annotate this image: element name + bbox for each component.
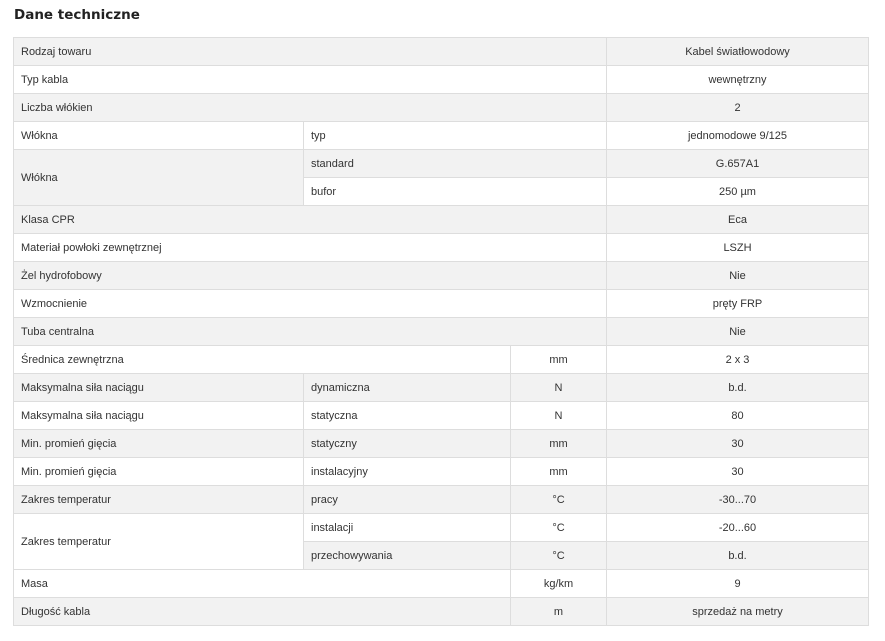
- row-unit: N: [511, 374, 607, 402]
- row-label: Długość kabla: [14, 598, 511, 626]
- row-param: typ: [304, 122, 607, 150]
- row-value: Eca: [607, 206, 869, 234]
- table-row: [14, 570, 869, 598]
- row-param: przechowywania: [304, 542, 511, 570]
- row-unit: kg/km: [511, 570, 607, 598]
- row-value: jednomodowe 9/125: [607, 122, 869, 150]
- spec-table: [13, 37, 869, 626]
- row-label: Zakres temperatur: [14, 514, 304, 570]
- row-label: Maksymalna siła naciągu: [14, 402, 304, 430]
- row-param: bufor: [304, 178, 607, 206]
- table-row: [14, 458, 869, 486]
- row-unit: N: [511, 402, 607, 430]
- row-value: 9: [607, 570, 869, 598]
- row-param: pracy: [304, 486, 511, 514]
- row-label: Żel hydrofobowy: [14, 262, 607, 290]
- row-value: b.d.: [607, 374, 869, 402]
- row-label: Włókna: [14, 150, 304, 206]
- row-unit: mm: [511, 346, 607, 374]
- row-label: Wzmocnienie: [14, 290, 607, 318]
- table-row: [14, 514, 869, 542]
- row-value: 30: [607, 430, 869, 458]
- table-row: [14, 598, 869, 626]
- row-label: Liczba włókien: [14, 94, 607, 122]
- row-unit: mm: [511, 458, 607, 486]
- row-unit: °C: [511, 542, 607, 570]
- row-label: Masa: [14, 570, 511, 598]
- row-value: 250 µm: [607, 178, 869, 206]
- row-value: 30: [607, 458, 869, 486]
- row-param: dynamiczna: [304, 374, 511, 402]
- table-row: [14, 374, 869, 402]
- table-row: [14, 290, 869, 318]
- table-row: [14, 346, 869, 374]
- row-label: Tuba centralna: [14, 318, 607, 346]
- row-param: standard: [304, 150, 607, 178]
- row-value: b.d.: [607, 542, 869, 570]
- row-unit: mm: [511, 430, 607, 458]
- row-label: Materiał powłoki zewnętrznej: [14, 234, 607, 262]
- row-value: -30...70: [607, 486, 869, 514]
- row-value: sprzedaż na metry: [607, 598, 869, 626]
- row-value: Nie: [607, 318, 869, 346]
- row-value: 80: [607, 402, 869, 430]
- row-unit: °C: [511, 486, 607, 514]
- row-label: Włókna: [14, 122, 304, 150]
- row-value: LSZH: [607, 234, 869, 262]
- table-row: [14, 38, 869, 66]
- row-unit: m: [511, 598, 607, 626]
- table-row: [14, 430, 869, 458]
- row-value: pręty FRP: [607, 290, 869, 318]
- row-value: 2 x 3: [607, 346, 869, 374]
- row-label: Typ kabla: [14, 66, 607, 94]
- row-label: Min. promień gięcia: [14, 430, 304, 458]
- row-value: -20...60: [607, 514, 869, 542]
- row-unit: °C: [511, 514, 607, 542]
- table-row: [14, 66, 869, 94]
- row-param: instalacji: [304, 514, 511, 542]
- row-value: wewnętrzny: [607, 66, 869, 94]
- row-label: Min. promień gięcia: [14, 458, 304, 486]
- table-row: [14, 234, 869, 262]
- row-value: 2: [607, 94, 869, 122]
- table-row: [14, 318, 869, 346]
- row-param: instalacyjny: [304, 458, 511, 486]
- row-value: Kabel światłowodowy: [607, 38, 869, 66]
- row-param: statyczny: [304, 430, 511, 458]
- table-row: [14, 206, 869, 234]
- row-param: statyczna: [304, 402, 511, 430]
- table-row: [14, 262, 869, 290]
- row-value: Nie: [607, 262, 869, 290]
- row-label: Klasa CPR: [14, 206, 607, 234]
- table-row: [14, 486, 869, 514]
- row-label: Maksymalna siła naciągu: [14, 374, 304, 402]
- table-row: [14, 402, 869, 430]
- table-row: [14, 122, 869, 150]
- section-title: Dane techniczne: [14, 7, 140, 23]
- row-value: G.657A1: [607, 150, 869, 178]
- row-label: Zakres temperatur: [14, 486, 304, 514]
- row-label: Rodzaj towaru: [14, 38, 607, 66]
- table-row: [14, 94, 869, 122]
- table-row: [14, 150, 869, 178]
- row-label: Średnica zewnętrzna: [14, 346, 511, 374]
